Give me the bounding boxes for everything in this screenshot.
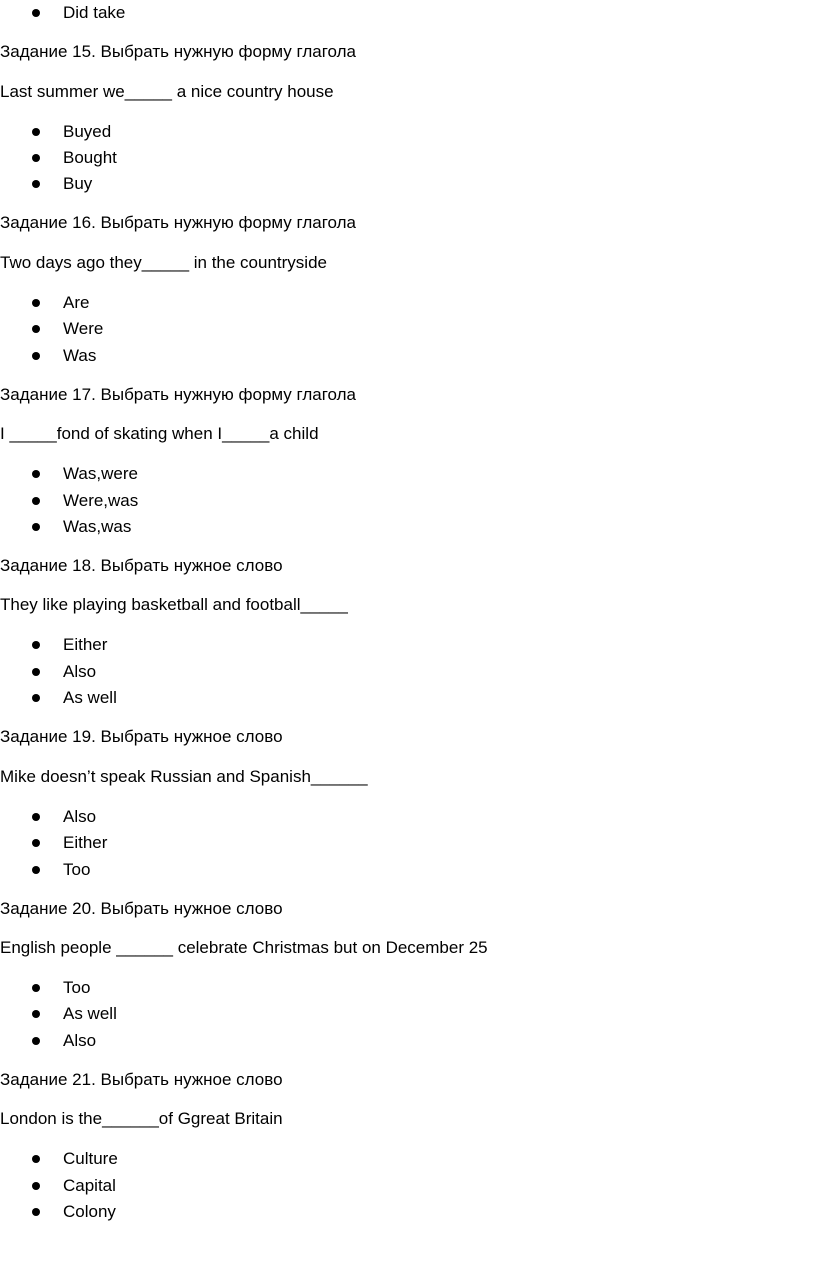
option-text: Also <box>63 661 97 681</box>
bullet-dot-icon <box>32 352 40 360</box>
bullet-dot-icon <box>32 497 40 505</box>
option-text: Were <box>63 319 104 339</box>
option-text: Buy <box>63 174 93 194</box>
bullet-dot-icon <box>32 866 40 874</box>
option-text: Also <box>63 806 97 826</box>
option-text: Are <box>63 292 90 312</box>
task-heading: Задание 17. Выбрать нужную форму глагола <box>0 384 357 404</box>
option-text: Was,was <box>63 516 132 536</box>
task-heading: Задание 19. Выбрать нужное слово <box>0 727 283 747</box>
option-text: Culture <box>63 1149 118 1169</box>
option-text: Did take <box>63 3 126 22</box>
option-text: Capital <box>63 1175 116 1195</box>
task-question: Mike doesn’t speak Russian and Spanish______ <box>0 766 368 786</box>
task-heading: Задание 18. Выбрать нужное слово <box>0 555 283 575</box>
task-question: Two days ago they_____ in the countryside <box>0 252 327 272</box>
bullet-dot-icon <box>32 470 40 478</box>
task-question: London is the______of Ggreat Britain <box>0 1109 283 1129</box>
bullet-dot-icon <box>32 1208 40 1216</box>
option-text: Either <box>63 833 108 853</box>
option-text: As well <box>63 1004 117 1024</box>
bullet-dot-icon <box>32 523 40 531</box>
bullet-dot-icon <box>32 813 40 821</box>
bullet-dot-icon <box>32 154 40 162</box>
bullet-dot-icon <box>32 839 40 847</box>
bullet-dot-icon <box>32 180 40 188</box>
task-question: English people ______ celebrate Christmas but on December 25 <box>0 938 488 957</box>
task-heading: Задание 21. Выбрать нужное слово <box>0 1069 283 1089</box>
bullet-dot-icon <box>32 1010 40 1018</box>
option-text: Bought <box>63 147 117 167</box>
bullet-dot-icon <box>32 641 40 649</box>
task-question: Last summer we_____ a nice country house <box>0 81 334 101</box>
option-text: Colony <box>63 1202 116 1222</box>
bullet-dot-icon <box>32 1037 40 1045</box>
option-text: Too <box>63 859 91 879</box>
bullet-dot-icon <box>32 299 40 307</box>
option-text: As well <box>63 688 117 708</box>
option-text: Either <box>63 635 108 655</box>
bullet-dot-icon <box>32 325 40 333</box>
option-text: Also <box>63 1030 97 1050</box>
option-text: Buyed <box>63 121 112 141</box>
bullet-dot-icon <box>32 128 40 136</box>
bullet-dot-icon <box>32 9 40 17</box>
task-question: They like playing basketball and football_____ <box>0 595 348 615</box>
bullet-dot-icon <box>32 1155 40 1163</box>
task-heading: Задание 15. Выбрать нужную форму глагола <box>0 42 357 61</box>
bullet-dot-icon <box>32 668 40 676</box>
bullet-dot-icon <box>32 694 40 702</box>
bullet-dot-icon <box>32 984 40 992</box>
task-heading: Задание 20. Выбрать нужное слово <box>0 898 283 918</box>
task-heading: Задание 16. Выбрать нужную форму глагола <box>0 213 357 233</box>
task-question: I _____fond of skating when I_____a child <box>0 424 319 444</box>
bullet-dot-icon <box>32 1182 40 1190</box>
option-text: Was,were <box>63 464 138 484</box>
option-text: Was <box>63 345 97 365</box>
option-text: Were,was <box>63 490 139 510</box>
option-text: Too <box>63 978 91 997</box>
